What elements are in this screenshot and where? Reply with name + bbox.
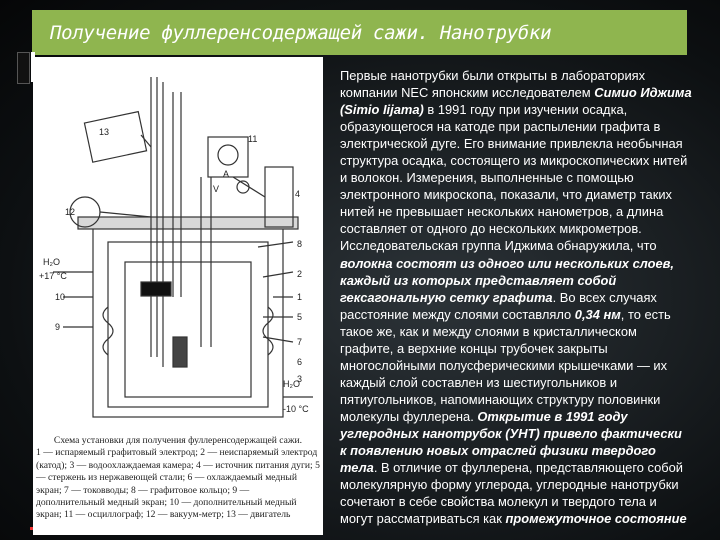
outer-chamber bbox=[93, 227, 283, 417]
figure-caption bbox=[36, 435, 320, 522]
label-3: 3 bbox=[297, 374, 303, 384]
text-p3-em: волокна состоят из одного или нескольких слоев, каждый из которых представляет собой гексагональную сетку графита bbox=[340, 255, 674, 305]
label-8: 8 bbox=[297, 239, 303, 249]
apparatus-figure bbox=[33, 57, 323, 535]
text-p1: Первые нанотрубки были открыты в лабораториях компании NEC японским исследователем bbox=[340, 68, 646, 101]
label-10: 10 bbox=[55, 292, 66, 302]
text-p8-em: промежуточное состояние bbox=[505, 511, 687, 527]
text-p4: . Во всех случаях расстояние между слоями составляло bbox=[340, 289, 657, 322]
electrode-holder bbox=[141, 282, 171, 296]
apparatus-diagram bbox=[33, 57, 323, 432]
label-h2o-bottom: H₂O bbox=[283, 379, 300, 389]
label-13: 13 bbox=[99, 127, 110, 137]
slide-title-bar bbox=[32, 10, 687, 55]
label-temp-top: +17 °C bbox=[39, 271, 67, 281]
text-p7: . В отличие от фуллерена, представляющего собой молекулярную форму углерода, углеродные нанотрубки сочетают в себе свойства молекул и твердого тела и могут рассматриваться как bbox=[340, 460, 684, 527]
label-1: 1 bbox=[297, 292, 303, 302]
label-temp-bottom: -10 °C bbox=[283, 404, 309, 414]
inner-chamber bbox=[108, 242, 268, 407]
text-p5: , то есть такое же, как и между слоями в кристаллическом графите, а верхние концы трубочек закрыты многослойными полусферическими крышечками — их каждый слой составлен из шестиугольников и пятиугольников, напоминающих структуру половинки молекулы фуллерена. bbox=[340, 306, 671, 424]
label-v: V bbox=[213, 184, 220, 194]
cathode bbox=[173, 337, 187, 367]
label-4: 4 bbox=[295, 189, 301, 199]
slide-title: Получение фуллеренсодержащей сажи. Нанотрубки bbox=[50, 21, 552, 44]
text-p4-val: 0,34 нм bbox=[574, 306, 621, 322]
label-12: 12 bbox=[65, 207, 76, 217]
text-p2: в 1991 году при изучении осадка, образующегося на катоде при распылении графита в электрической дуге. Его внимание привлекла необычная структура осадка, состоящего из микроскопических нитей и волокон. Измерения, выполненные с помощью электронного микроскопа, показали, что диаметр таких нитей не превышает нескольких нанометров, а длина составляет от одного до нескольких микрометров. Исследовательская группа Иджима обнаружила, что bbox=[340, 102, 688, 254]
label-7: 7 bbox=[297, 337, 303, 347]
label-11: 11 bbox=[248, 134, 258, 144]
label-2: 2 bbox=[297, 269, 303, 279]
label-6: 6 bbox=[297, 357, 303, 367]
text-p6-em: Открытие в 1991 году углеродных нанотрубок (УНТ) привело фактически к появлению новых отраслей физики твердого тела bbox=[340, 408, 682, 476]
caption-text: 1 — испаряемый графитовый электрод; 2 — неиспаряемый электрод (катод); 3 — водоохлаждаемая камера; 4 — источник питания дуги; 5 — стержень из нержавеющей стали; 6 — охлаждаемый медный экран; 7 — токовводы; 8 — графитовое кольцо; 9 — дополнительный медный экран; 10 — дополнительный медный экран; 11 — осциллограф; 12 — вакуум-метр; 13 — двигатель bbox=[36, 447, 320, 521]
label-5: 5 bbox=[297, 312, 303, 322]
motor-box bbox=[84, 112, 146, 163]
main-paragraph bbox=[340, 67, 692, 527]
text-p1-name: Симио Иджима (Simio Iijama) bbox=[340, 85, 692, 118]
label-9: 9 bbox=[55, 322, 61, 332]
caption-title: Схема установки для получения фуллеренсодержащей сажи. bbox=[53, 435, 303, 446]
decorative-block bbox=[17, 52, 30, 84]
label-h2o-top: H₂O bbox=[43, 257, 60, 267]
label-a: A bbox=[223, 169, 230, 179]
